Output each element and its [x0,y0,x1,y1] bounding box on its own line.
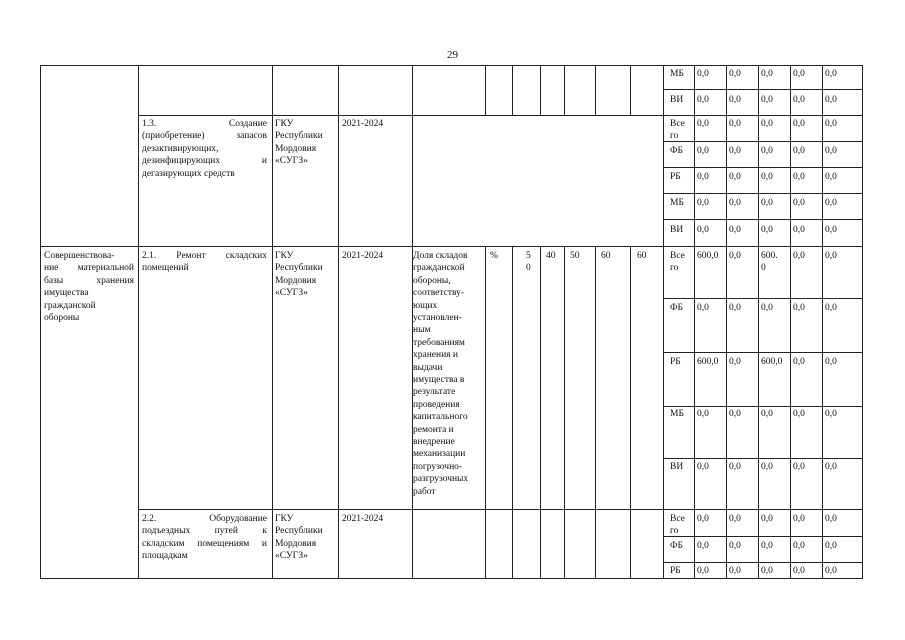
funding-total-value: 0,0 [793,251,805,261]
funding-rb-value: 0,0 [729,566,741,576]
column-line [564,509,565,579]
funding-row-separator [663,536,863,537]
funding-vi-value: 0,0 [729,462,741,472]
funding-mb-value: 0,0 [793,69,805,79]
measure-1-3-line: 1.3. Создание [142,119,267,129]
column-line [630,246,631,510]
measure-2-1-line: 2.1. Ремонт складских [142,251,267,261]
indicator-line: результате [413,387,456,398]
funding-vi-value: 0,0 [761,225,773,235]
indicator-line: механизации [413,449,466,460]
funding-rb-value: 0,0 [793,357,805,367]
funding-fb-value: 0,0 [729,541,741,551]
column-line [272,65,273,579]
funding-fb-value: 0,0 [761,146,773,156]
column-line [564,65,565,116]
measure-2-1-line: помещений [142,263,189,274]
funding-vi-value: 0,0 [697,95,709,105]
column-line [485,246,486,510]
indicator-target: 60 [637,251,647,261]
indicator-line: соответству- [413,288,465,299]
indicator-line: требованиям [413,337,465,348]
funding-rb-value: 0,0 [729,357,741,367]
funding-mb-value: 0,0 [793,409,805,419]
funding-fb-value: 0,0 [697,541,709,551]
funding-fb-value: 0,0 [697,303,709,313]
funding-fb-value: 0,0 [825,303,837,313]
executor-line: ГКУ [275,514,294,524]
goal-line: ние материальной [44,263,134,274]
funding-mb-source: МБ [670,409,684,419]
measure-1-3-line: дезинфицирующих и [142,156,267,167]
funding-row-separator [663,298,863,299]
funding-rb-value: 0,0 [761,172,773,182]
column-line [512,509,513,579]
funding-row-separator [663,562,863,563]
funding-rb-source: РБ [670,357,681,367]
row-separator [138,115,863,116]
funding-row-separator [663,167,863,168]
funding-row-separator [663,352,863,353]
goal-line: обороны [44,313,80,323]
table-left-border [40,65,41,579]
funding-row-separator [663,141,863,142]
indicator-line: погрузочно- [413,461,463,472]
funding-total-value: 0,0 [729,251,741,261]
funding-row-separator [663,406,863,407]
indicator-line: хранения и [413,350,459,361]
funding-mb-value: 0,0 [729,198,741,208]
measure-2-2-line: подъездных путей к [142,526,267,537]
funding-rb-value: 0,0 [697,566,709,576]
funding-rb-value: 600,0 [761,357,783,367]
funding-fb-value: 0,0 [793,146,805,156]
funding-total-value: 0,0 [729,119,741,129]
funding-fb-value: 0,0 [761,541,773,551]
indicator-line: ющих [413,300,438,311]
goal-line: базы хранения [44,275,134,286]
funding-total-value: 0,0 [761,119,773,129]
funding-total-value: 0,0 [697,514,709,524]
column-line [595,246,596,510]
funding-total-source: Все [670,119,685,129]
column-line [138,65,139,579]
column-line [726,65,727,579]
funding-mb-value: 0,0 [793,198,805,208]
funding-fb-source: ФБ [670,146,683,156]
measure-1-3-line: дегазирующих средств [142,168,235,179]
funding-fb-value: 0,0 [729,303,741,313]
indicator-target: 50 [570,251,580,261]
funding-rb-value: 600,0 [697,357,719,367]
funding-total-value: 0,0 [697,119,709,129]
funding-mb-value: 0,0 [697,69,709,79]
funding-fb-source: ФБ [670,541,683,551]
page-number: 29 [447,49,458,61]
executor-line: «СУГЗ» [275,288,308,299]
indicator-line: ремонта и [413,424,454,435]
indicator-line: имущества в [413,375,465,385]
funding-rb-value: 0,0 [793,566,805,576]
funding-vi-value: 0,0 [793,462,805,472]
measure-2-2-line: 2.2. Оборудование [142,514,267,524]
goal-line: гражданской [44,300,96,311]
funding-row-separator [663,458,863,459]
funding-total-value: 0,0 [793,119,805,129]
funding-vi-value: 0,0 [825,95,837,105]
funding-total-source: Все [670,514,685,524]
funding-total-source: Все [670,251,685,261]
funding-rb-value: 0,0 [825,566,837,576]
funding-total-value: 600,0 [697,251,719,261]
funding-rb-value: 0,0 [761,566,773,576]
column-line [540,246,541,510]
executor-line: Мордовия [275,538,317,549]
funding-fb-value: 0,0 [729,146,741,156]
row-separator [138,509,863,510]
funding-mb-value: 0,0 [761,409,773,419]
funding-vi-source: ВИ [670,225,684,235]
column-line [540,509,541,579]
funding-rb-value: 0,0 [825,357,837,367]
funding-fb-value: 0,0 [761,303,773,313]
column-line [630,65,631,116]
column-line [595,509,596,579]
indicator-line: внедрение [413,437,455,447]
indicator-line: работ [413,486,436,497]
row-separator [40,246,863,247]
column-line [512,65,513,116]
indicator-line: выдачи [413,362,443,373]
executor-line: Республики [275,526,323,537]
column-line [595,65,596,116]
funding-vi-value: 0,0 [825,462,837,472]
column-line [338,65,339,579]
indicator-line: Доля складов [413,251,468,261]
column-line [512,246,513,510]
program-table [40,65,862,578]
indicator-line: проведения [413,399,460,410]
funding-vi-value: 0,0 [761,95,773,105]
funding-vi-value: 0,0 [697,462,709,472]
column-line [630,509,631,579]
funding-total-source: го [670,526,679,536]
period: 2021-2024 [342,251,384,261]
funding-row-separator [663,193,863,194]
funding-vi-source: ВИ [670,462,684,472]
funding-vi-value: 0,0 [761,462,773,472]
indicator-line: разгрузочных [413,474,469,485]
indicator-line: гражданской [413,263,465,274]
funding-total-value: 0 [761,263,766,273]
period: 2021-2024 [342,119,384,129]
funding-fb-value: 0,0 [825,146,837,156]
funding-total-source: го [670,263,679,273]
table-right-border [862,65,863,579]
indicator-line: обороны, [413,275,451,286]
measure-1-3-line: (приобретение) запасов [142,131,267,142]
funding-total-value: 0,0 [825,514,837,524]
column-line [694,65,695,579]
funding-mb-value: 0,0 [761,198,773,208]
column-line [663,65,664,579]
column-line [564,246,565,510]
executor-line: Республики [275,263,323,274]
table-bottom-border [40,578,863,579]
funding-fb-value: 0,0 [825,541,837,551]
funding-row-separator [663,219,863,220]
funding-total-value: 0,0 [729,514,741,524]
funding-mb-value: 0,0 [697,198,709,208]
indicator-line: ным [413,325,431,336]
funding-mb-source: МБ [670,198,684,208]
funding-row-separator [663,89,863,90]
funding-mb-value: 0,0 [825,69,837,79]
period: 2021-2024 [342,514,384,524]
funding-fb-value: 0,0 [793,541,805,551]
funding-total-value: 0,0 [761,514,773,524]
column-line [790,65,791,579]
executor-line: Мордовия [275,275,317,286]
funding-total-value: 600. [761,251,778,261]
measure-1-3-line: дезактивирующих, [142,143,219,154]
executor-line: «СУГЗ» [275,156,308,167]
executor-line: «СУГЗ» [275,551,308,562]
measure-2-2-line: площадкам [142,551,188,562]
funding-mb-value: 0,0 [729,69,741,79]
funding-total-source: го [670,131,679,141]
funding-mb-value: 0,0 [729,409,741,419]
indicator-target: 0 [526,263,531,273]
funding-rb-value: 0,0 [697,172,709,182]
funding-rb-source: РБ [670,566,681,576]
executor-line: Республики [275,131,323,142]
funding-vi-value: 0,0 [793,95,805,105]
executor-line: ГКУ [275,251,294,261]
table-top-border [40,65,863,66]
indicator-target: 40 [546,251,556,261]
indicator-target: 5 [526,251,531,261]
column-line [822,65,823,579]
executor-line: ГКУ [275,119,294,129]
funding-vi-value: 0,0 [697,225,709,235]
column-line [758,65,759,579]
funding-total-value: 0,0 [825,119,837,129]
funding-mb-value: 0,0 [761,69,773,79]
funding-fb-value: 0,0 [793,303,805,313]
funding-vi-value: 0,0 [825,225,837,235]
funding-rb-value: 0,0 [729,172,741,182]
funding-vi-value: 0,0 [729,95,741,105]
funding-fb-source: ФБ [670,303,683,313]
funding-total-value: 0,0 [793,514,805,524]
funding-total-value: 0,0 [825,251,837,261]
measure-2-2-line: складским помещениям и [142,538,267,549]
funding-rb-value: 0,0 [793,172,805,182]
funding-mb-value: 0,0 [825,198,837,208]
indicator-target: 60 [601,251,611,261]
column-line [540,65,541,116]
indicator-line: капитального [413,412,468,423]
funding-mb-source: МБ [670,69,684,79]
funding-rb-value: 0,0 [825,172,837,182]
funding-vi-source: ВИ [670,95,684,105]
executor-line: Мордовия [275,143,317,154]
indicator-unit: % [490,251,498,261]
funding-vi-value: 0,0 [793,225,805,235]
goal-line: Совершенствова- [44,251,115,261]
funding-rb-source: РБ [670,172,681,182]
indicator-line: установлен- [413,313,462,323]
goal-line: имущества [44,288,89,299]
funding-mb-value: 0,0 [825,409,837,419]
funding-mb-value: 0,0 [697,409,709,419]
column-line [485,65,486,116]
column-line [485,509,486,579]
funding-vi-value: 0,0 [729,225,741,235]
funding-fb-value: 0,0 [697,146,709,156]
